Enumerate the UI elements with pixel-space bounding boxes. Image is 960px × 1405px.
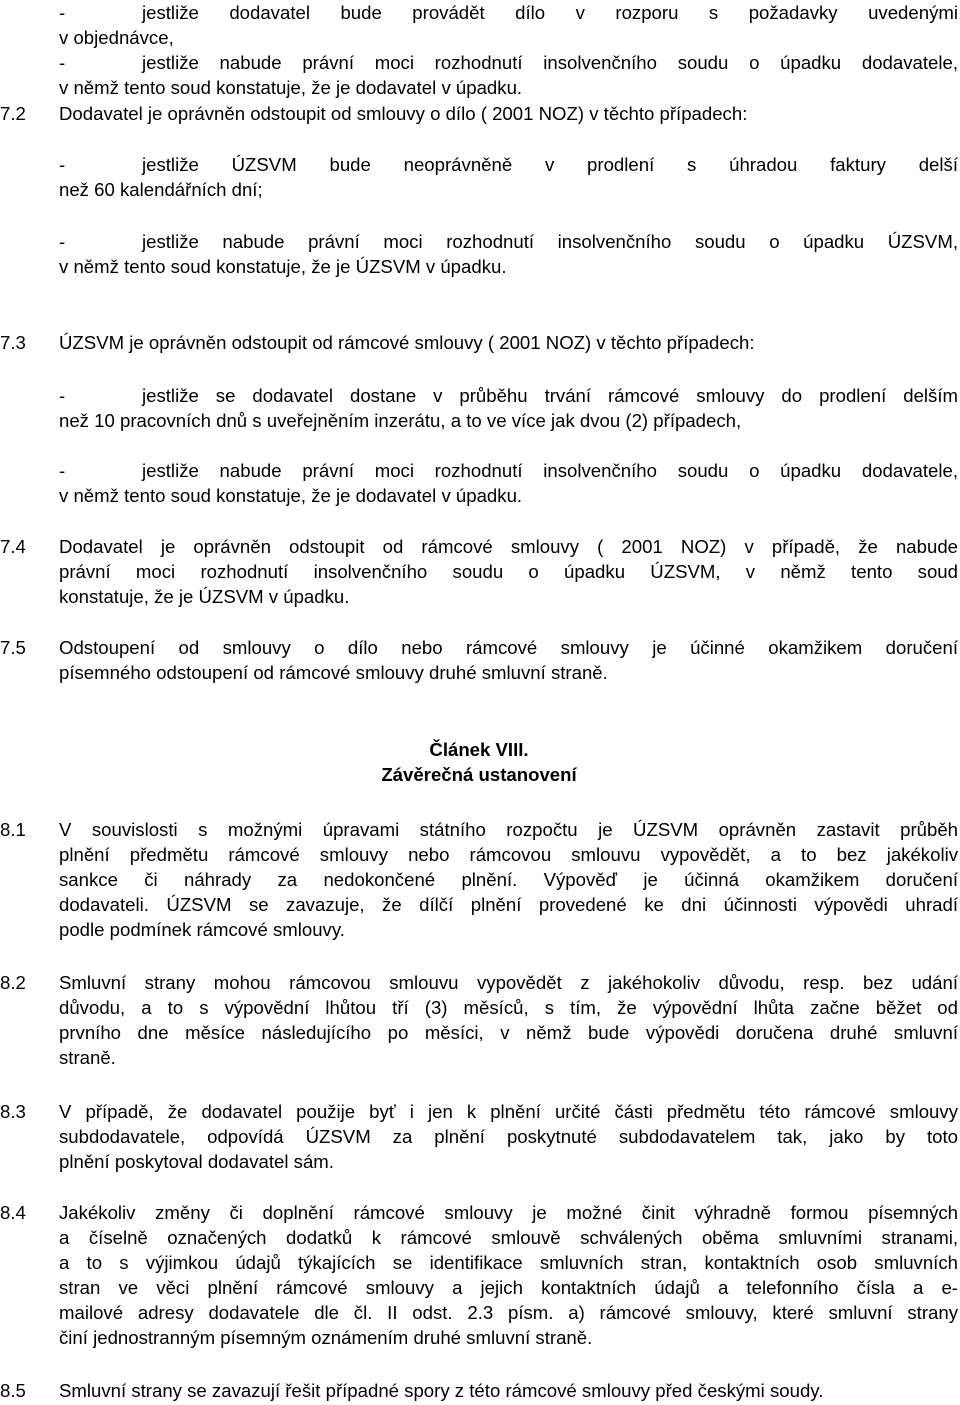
section-number: 7.5 [0,637,26,658]
section-number: 8.4 [0,1202,26,1223]
section-number: 7.4 [0,536,26,557]
section-line: důvodu, a to s výpovědní lhůtou tří (3) měsíců, s tím, že výpovědní lhůta začne běžet od [59,997,958,1018]
bullet-line: v němž tento soud konstatuje, že je dodavatel v úpadku. [59,77,523,98]
section-text: ÚZSVM je oprávněn odstoupit od rámcové smlouvy ( 2001 NOZ) v těchto případech: [59,332,755,353]
section-line: sankce či náhrady za nedokončené plnění. Výpověď je účinná okamžikem doručení [59,869,958,890]
section-number: 7.3 [0,332,26,353]
section-line: Odstoupení od smlouvy o dílo nebo rámcové smlouvy je účinné okamžikem doručení [59,637,958,658]
section-line: konstatuje, že je ÚZSVM v úpadku. [59,586,350,607]
section-line: plnění poskytoval dodavatel sám. [59,1151,334,1172]
bullet-dash: - [59,52,66,73]
section-number: 8.1 [0,819,26,840]
section-number: 8.3 [0,1101,26,1122]
section-line: podle podmínek rámcové smlouvy. [59,919,345,940]
section-7-2-item-1 [59,152,958,202]
section-line: Jakékoliv změny či doplnění rámcové smlouvy je možné činit výhradně formou písemných [59,1202,958,1223]
section-line: straně. [59,1047,116,1068]
bullet-line: než 10 pracovních dnů s uveřejněním inzerátu, a to ve více jak dvou (2) případech, [59,410,742,431]
section-number: 8.2 [0,972,26,993]
bullet-line: v objednávce, [59,27,174,48]
top-bullet-2 [59,50,958,100]
section-7-2-item-2 [59,229,958,279]
bullet-dash: - [59,231,66,252]
bullet-line: jestliže nabude právní moci rozhodnutí insolvenčního soudu o úpadku dodavatele, [142,460,958,481]
section-line: právní moci rozhodnutí insolvenčního soudu o úpadku ÚZSVM, v němž tento soud [59,561,958,582]
article-title: Článek VIII. [429,739,529,760]
section-text: Dodavatel je oprávněn odstoupit od smlouvy o dílo ( 2001 NOZ) v těchto případech: [59,103,748,124]
bullet-dash: - [59,2,66,23]
section-line: a číselně označených dodatků k rámcové smlouvě schválených oběma smluvními stranami, [59,1227,958,1248]
section-line: Dodavatel je oprávněn odstoupit od rámcové smlouvy ( 2001 NOZ) v případě, že nabude [59,536,958,557]
section-line: a to s výjimkou údajů týkajících se identifikace smluvních stran, kontaktních osob smluvních [59,1252,958,1273]
bullet-line: než 60 kalendářních dní; [59,179,263,200]
bullet-line: v němž tento soud konstatuje, že je dodavatel v úpadku. [59,485,523,506]
article-subtitle: Závěrečná ustanovení [381,764,577,785]
section-7-3-item-2 [59,458,958,508]
bullet-line: jestliže dodavatel bude provádět dílo v rozporu s požadavky uvedenými [142,2,958,23]
section-line: Smluvní strany mohou rámcovou smlouvu vypovědět z jakéhokoliv důvodu, resp. bez udání [59,972,958,993]
bullet-dash: - [59,460,66,481]
section-number: 8.5 [0,1380,26,1401]
bullet-line: jestliže se dodavatel dostane v průběhu trvání rámcové smlouvy do prodlení delším [142,385,958,406]
section-7-3-item-1 [59,383,958,433]
section-line: prvního dne měsíce následujícího po měsíci, v němž bude výpovědi doručena druhé smluvní [59,1022,958,1043]
section-line: písemného odstoupení od rámcové smlouvy druhé smluvní straně. [59,662,608,683]
section-line: V případě, že dodavatel použije byť i jen k plnění určité části předmětu této rámcové smlouvy [59,1101,958,1122]
section-line: činí jednostranným písemným oznámením druhé smluvní straně. [59,1327,593,1348]
section-line: mailové adresy dodavatele dle čl. II odst. 2.3 písm. a) rámcové smlouvy, které smluvní strany [59,1302,958,1323]
section-line: stran ve věci plnění rámcové smlouvy a jejich kontaktních údajů a telefonního čísla a e- [59,1277,958,1298]
top-bullet-1 [59,0,958,50]
bullet-dash: - [59,385,66,406]
bullet-dash: - [59,154,66,175]
section-line: plnění předmětu rámcové smlouvy nebo rámcovou smlouvu vypovědět, a to bez jakékoliv [59,844,958,865]
section-line: Smluvní strany se zavazují řešit případné spory z této rámcové smlouvy před českými soudy. [59,1380,824,1401]
section-number: 7.2 [0,103,26,124]
section-line: V souvislosti s možnými úpravami státního rozpočtu je ÚZSVM oprávněn zastavit průběh [59,819,958,840]
bullet-line: jestliže nabude právní moci rozhodnutí insolvenčního soudu o úpadku dodavatele, [142,52,958,73]
section-line: subdodavatele, odpovídá ÚZSVM za plnění poskytnuté subdodavatelem tak, jako by toto [59,1126,958,1147]
section-line: dodavateli. ÚZSVM se zavazuje, že dílčí plnění provedené ke dni účinnosti výpovědi uhradí [59,894,958,915]
bullet-line: jestliže nabude právní moci rozhodnutí insolvenčního soudu o úpadku ÚZSVM, [142,231,958,252]
bullet-line: v němž tento soud konstatuje, že je ÚZSVM v úpadku. [59,256,507,277]
bullet-line: jestliže ÚZSVM bude neoprávněně v prodlení s úhradou faktury delší [142,154,958,175]
